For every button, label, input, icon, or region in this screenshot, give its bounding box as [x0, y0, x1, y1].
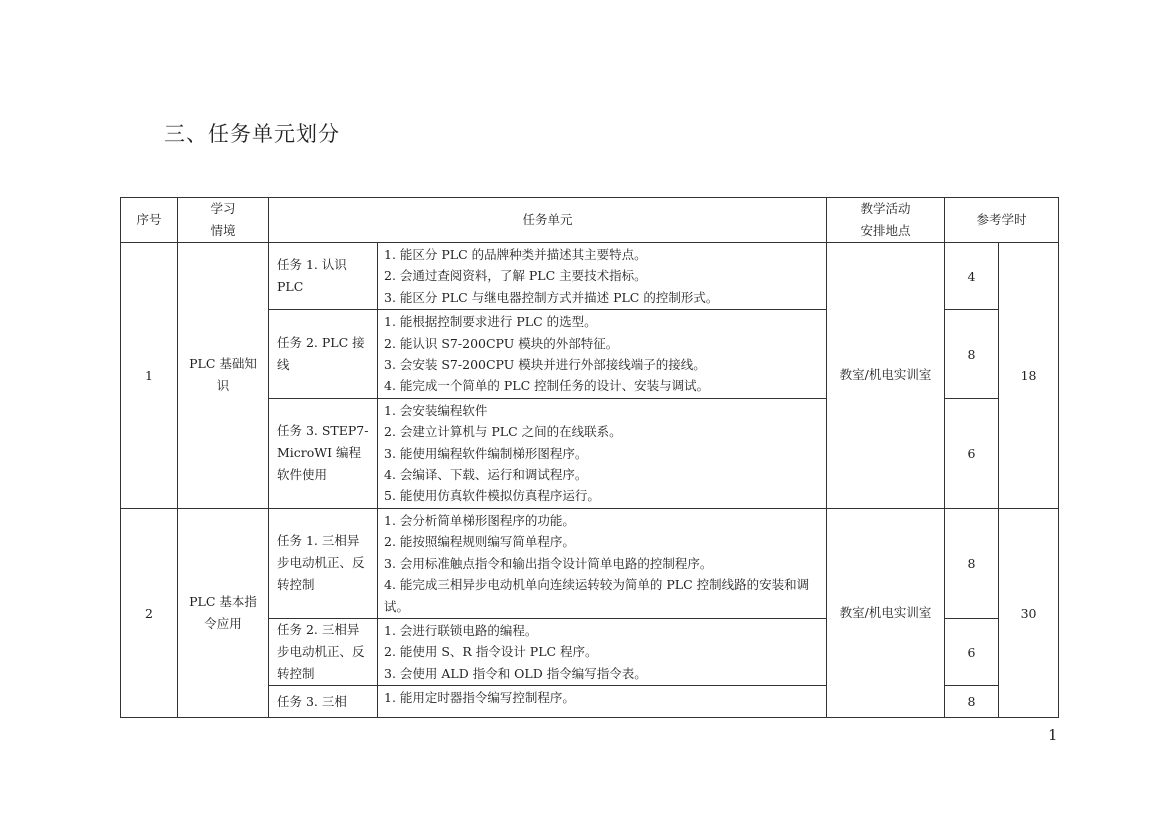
goal-item: 2. 能按照编程规则编写简单程序。	[384, 534, 575, 550]
goal-item: 1. 能根据控制要求进行 PLC 的选型。	[384, 314, 597, 330]
activity-location: 教室/机电实训室	[827, 508, 945, 717]
table-row	[121, 508, 1059, 618]
goal-item: 3. 会使用 ALD 指令和 OLD 指令编写指令表。	[384, 665, 647, 681]
goal-item: 3. 会用标准触点指令和输出指令设计简单电路的控制程序。	[384, 555, 713, 571]
activity-location: 教室/机电实训室	[827, 243, 945, 509]
task-name: 任务 1. 三相异步电动机正、反转控制	[269, 508, 378, 618]
header-situation-line1: 学习	[210, 201, 236, 216]
goal-item: 4. 能完成三相异步电动机单向连续运转较为简单的 PLC 控制线路的安装和调试。	[384, 577, 810, 614]
goal-item: 3. 能区分 PLC 与继电器控制方式并描述 PLC 的控制形式。	[384, 289, 719, 305]
row-number: 1	[121, 243, 178, 509]
task-goals	[378, 310, 827, 399]
goal-item: 2. 会建立计算机与 PLC 之间的在线联系。	[384, 424, 622, 440]
task-name: 任务 1. 认识 PLC	[269, 243, 378, 310]
header-no: 序号	[121, 198, 178, 243]
goal-item: 5. 能使用仿真软件模拟仿真程序运行。	[384, 488, 600, 504]
task-goals	[378, 508, 827, 618]
header-location-line2: 安排地点	[860, 223, 911, 238]
task-name: 任务 2. 三相异步电动机正、反转控制	[269, 618, 378, 685]
header-task-unit: 任务单元	[269, 198, 827, 243]
task-hours: 8	[945, 686, 999, 718]
task-name: 任务 3. 三相	[269, 686, 378, 718]
goal-item: 2. 能认识 S7-200CPU 模块的外部特征。	[384, 335, 619, 351]
goal-item: 3. 会安装 S7-200CPU 模块并进行外部接线端子的接线。	[384, 357, 706, 373]
goal-item: 1. 会分析简单梯形图程序的功能。	[384, 512, 575, 528]
header-row	[121, 198, 1059, 243]
page-number: 1	[1048, 726, 1058, 744]
goal-item: 3. 能使用编程软件编制梯形图程序。	[384, 445, 588, 461]
section-heading: 三、任务单元划分	[164, 122, 340, 146]
goal-item: 1. 会安装编程软件	[384, 402, 488, 418]
goal-item: 4. 能完成一个简单的 PLC 控制任务的设计、安装与调试。	[384, 378, 710, 394]
learning-situation: PLC 基础知识	[178, 243, 269, 509]
goal-item: 1. 能区分 PLC 的品牌种类并描述其主要特点。	[384, 247, 647, 262]
task-hours: 4	[945, 243, 999, 310]
learning-situation: PLC 基本指令应用	[178, 508, 269, 717]
task-unit-table	[120, 197, 1059, 718]
table-row	[121, 243, 1059, 310]
task-hours: 6	[945, 618, 999, 685]
header-location	[827, 198, 945, 243]
task-hours: 8	[945, 508, 999, 618]
task-goals	[378, 618, 827, 685]
header-situation	[178, 198, 269, 243]
goal-item: 1. 能用定时器指令编写控制程序。	[384, 690, 575, 706]
task-hours: 6	[945, 398, 999, 508]
row-number: 2	[121, 508, 178, 717]
task-hours: 8	[945, 310, 999, 399]
total-hours: 30	[999, 508, 1059, 717]
task-goals	[378, 398, 827, 508]
total-hours: 18	[999, 243, 1059, 509]
header-hours: 参考学时	[945, 198, 1059, 243]
goal-item: 4. 会编译、下载、运行和调试程序。	[384, 467, 588, 483]
task-goals	[378, 686, 827, 718]
goal-item: 2. 能使用 S、R 指令设计 PLC 程序。	[384, 644, 598, 660]
goal-item: 1. 会进行联锁电路的编程。	[384, 622, 538, 638]
task-goals	[378, 243, 827, 310]
task-name: 任务 2. PLC 接线	[269, 310, 378, 399]
goal-item: 2. 会通过查阅资料，了解 PLC 主要技术指标。	[384, 268, 647, 284]
header-situation-line2: 情境	[210, 223, 236, 238]
header-location-line1: 教学活动	[860, 201, 911, 216]
task-name: 任务 3. STEP7-MicroWI 编程软件使用	[269, 398, 378, 508]
